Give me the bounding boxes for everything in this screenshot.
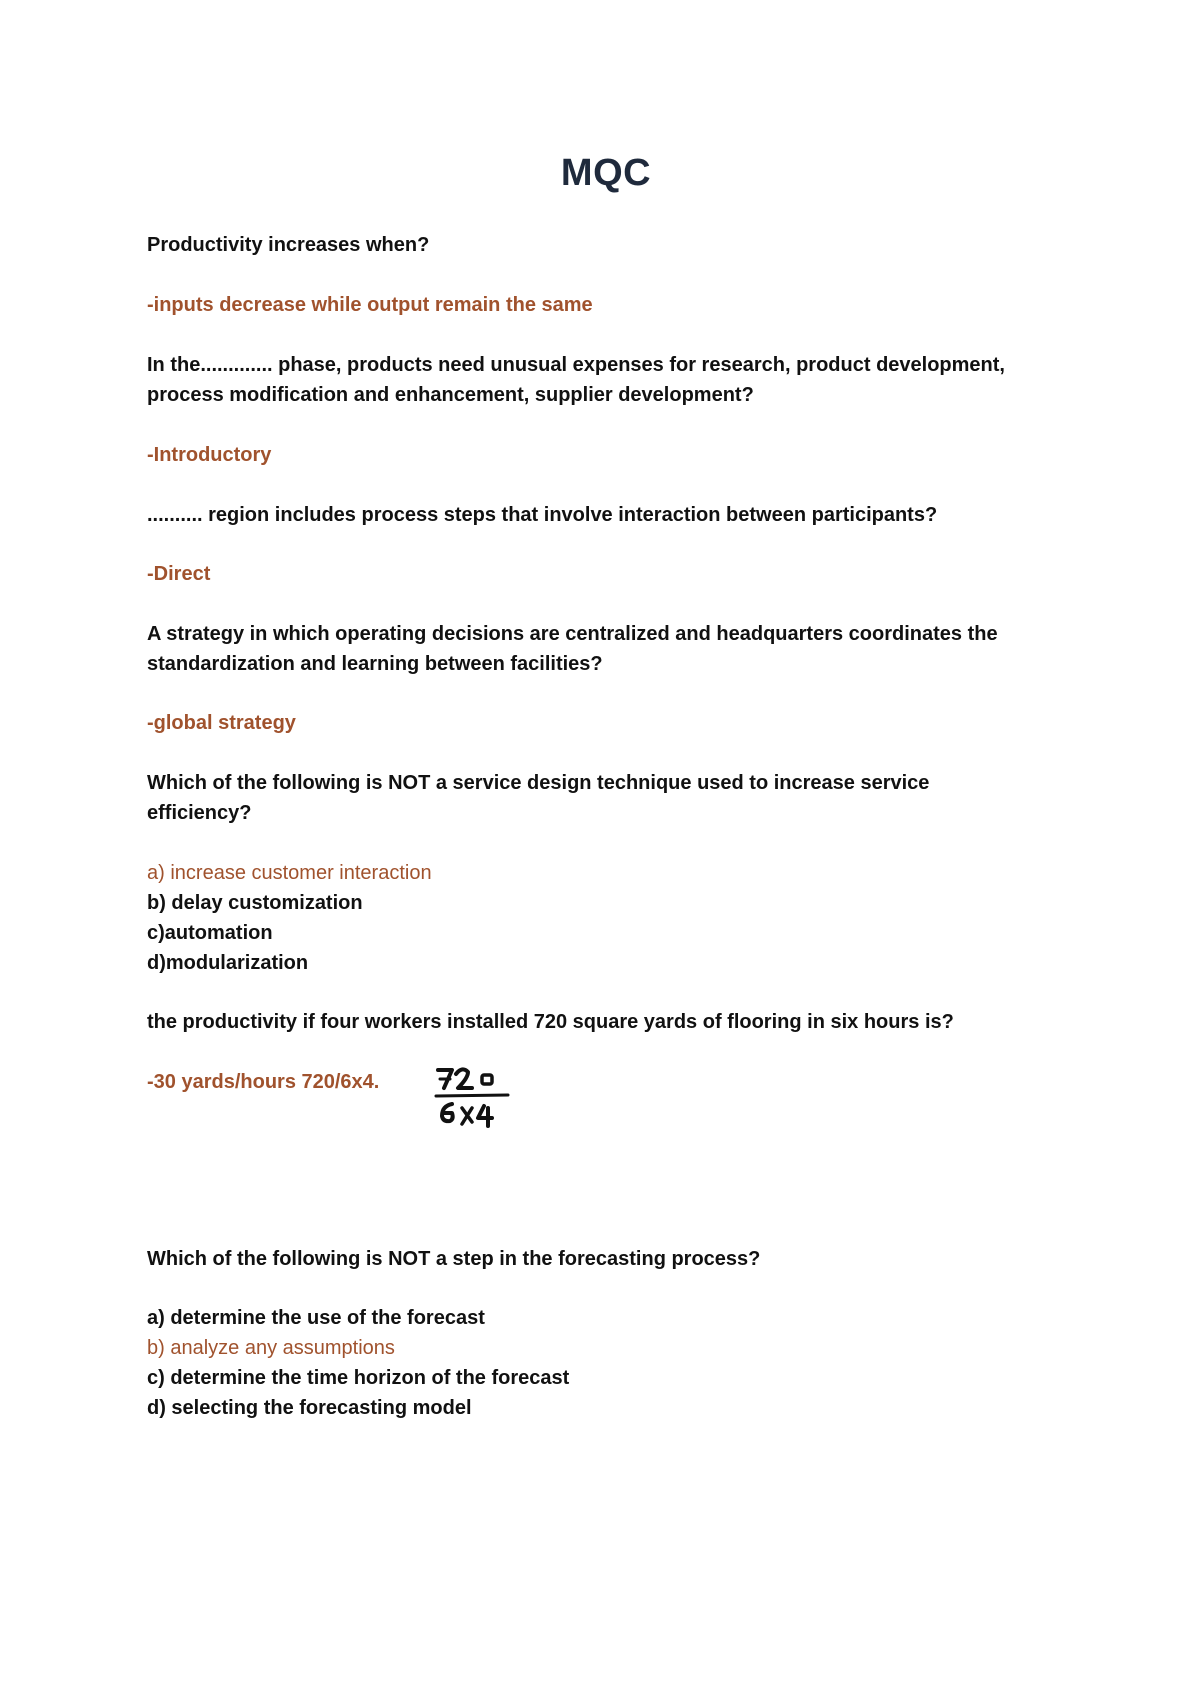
option-7-a: a) determine the use of the forecast bbox=[147, 1307, 485, 1329]
option-7-c: c) determine the time horizon of the forecast bbox=[147, 1367, 570, 1389]
question-5-line-2: efficiency? bbox=[147, 802, 252, 824]
question-2-line-1: In the............. phase, products need unusual expenses for research, product development, bbox=[147, 354, 1005, 376]
answer-6: -30 yards/hours 720/6x4. bbox=[147, 1071, 380, 1093]
document-title: MQC bbox=[560, 152, 652, 194]
handwritten-fraction bbox=[432, 1062, 512, 1132]
answer-1: -inputs decrease while output remain the same bbox=[147, 294, 593, 316]
option-5-b: b) delay customization bbox=[147, 892, 363, 914]
option-7-d: d) selecting the forecasting model bbox=[147, 1397, 472, 1419]
question-2-line-2: process modification and enhancement, supplier development? bbox=[147, 384, 754, 406]
option-5-d: d)modularization bbox=[147, 952, 309, 974]
option-5-c: c)automation bbox=[147, 922, 273, 944]
question-1: Productivity increases when? bbox=[147, 234, 430, 256]
question-4-line-1: A strategy in which operating decisions are centralized and headquarters coordinates the bbox=[147, 623, 998, 645]
answer-4: -global strategy bbox=[147, 712, 296, 734]
answer-2: -Introductory bbox=[147, 444, 272, 466]
question-6: the productivity if four workers installed 720 square yards of flooring in six hours is? bbox=[147, 1011, 954, 1033]
option-5-a: a) increase customer interaction bbox=[147, 862, 432, 884]
option-7-b: b) analyze any assumptions bbox=[147, 1337, 395, 1359]
question-5-line-1: Which of the following is NOT a service design technique used to increase service bbox=[147, 772, 930, 794]
question-3: .......... region includes process steps that involve interaction between participants? bbox=[147, 504, 938, 526]
question-7: Which of the following is NOT a step in the forecasting process? bbox=[147, 1248, 761, 1270]
question-4-line-2: standardization and learning between facilities? bbox=[147, 653, 603, 675]
answer-3: -Direct bbox=[147, 563, 211, 585]
